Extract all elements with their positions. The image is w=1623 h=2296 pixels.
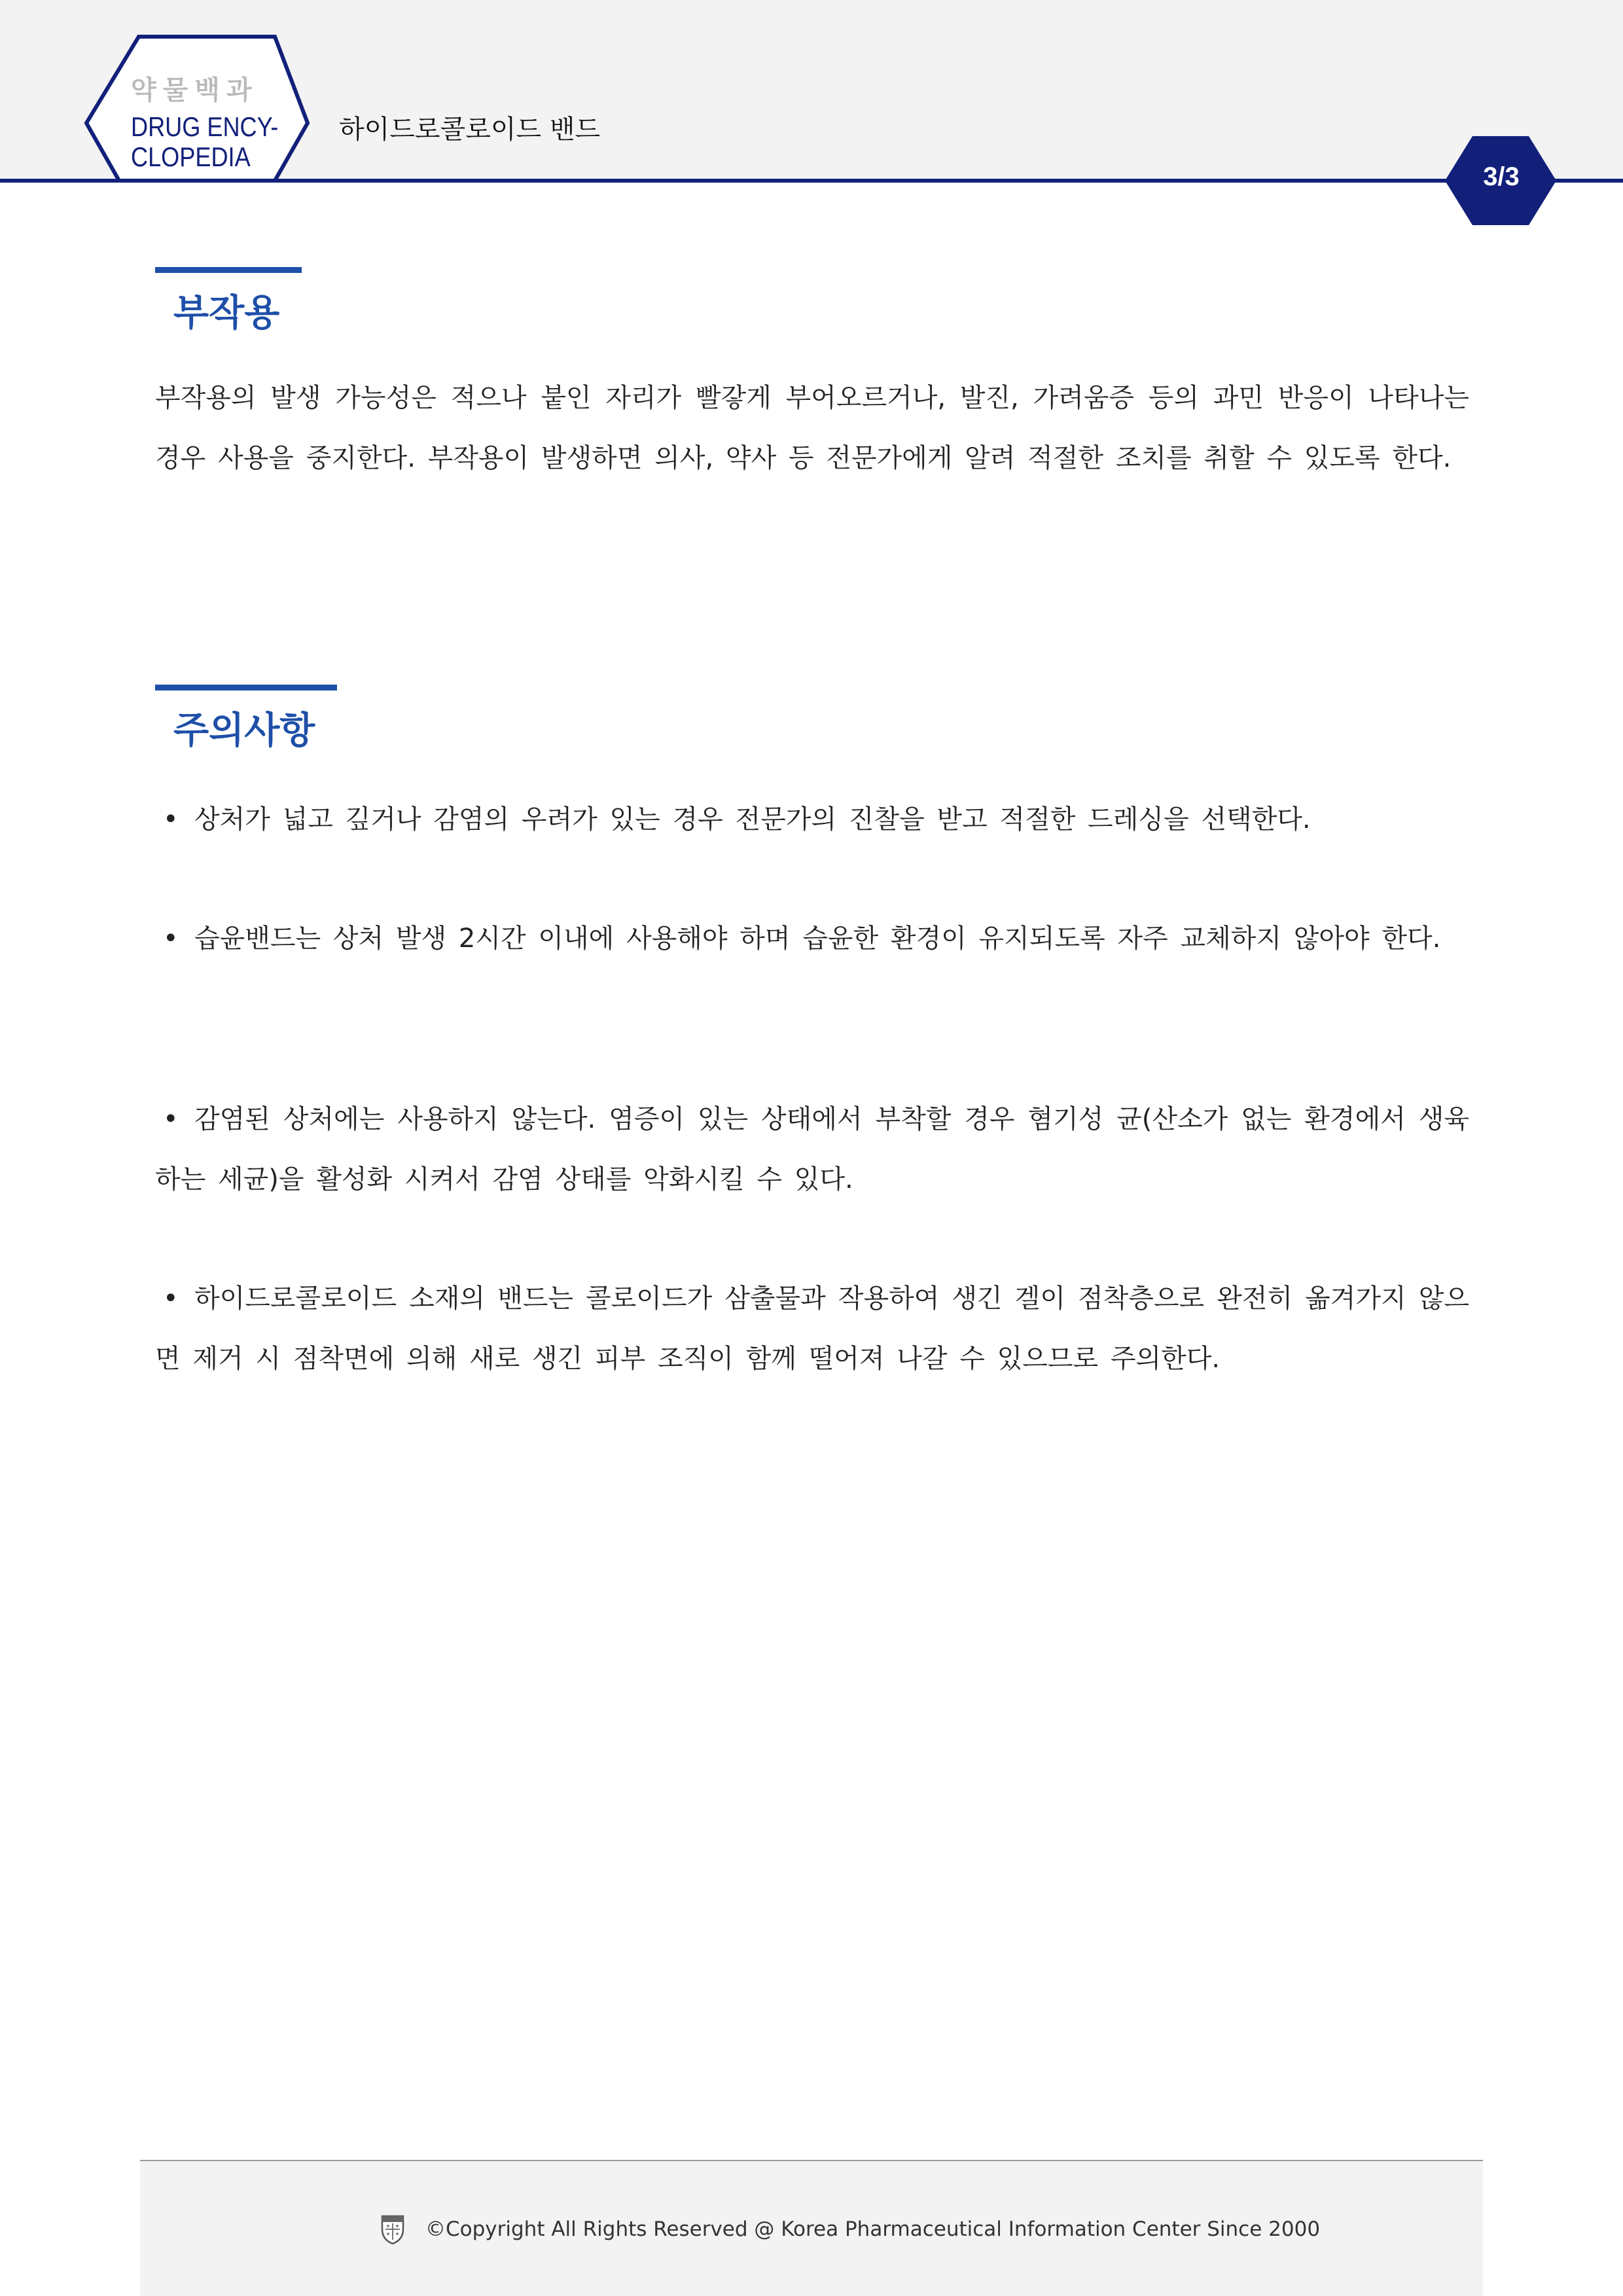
- precautions-heading: 주의사항: [173, 709, 315, 752]
- precaution-item: [155, 908, 1469, 969]
- bullet-icon: •: [163, 804, 179, 834]
- bullet-icon: •: [163, 1283, 179, 1314]
- precaution-item-text: 습윤밴드는 상처 발생 2시간 이내에 사용해야 하며 습윤한 환경이 유지되도록 자주 교체하지 않아야 한다.: [194, 924, 1441, 954]
- precaution-item-text: 감염된 상처에는 사용하지 않는다. 염증이 있는 상태에서 부착할 경우 혐기성 균(산소가 없는 환경에서 생육하는 세균)을 활성화 시켜서 감염 상태를 악화시킬 수 있다.: [155, 1104, 1469, 1194]
- precaution-item: [155, 1089, 1469, 1210]
- bullet-icon: •: [163, 924, 179, 954]
- logo-english-line1: DRUG ENCY-: [131, 111, 279, 142]
- precaution-item: [155, 1268, 1469, 1389]
- side-effects-paragraph: 부작용의 발생 가능성은 적으나 붙인 자리가 빨갛게 부어오르거나, 발진, 가려움증 등의 과민 반응이 나타나는 경우 사용을 중지한다. 부작용이 발생하면 의사, 약사 등 전문가에게 알려 적절한 조치를 취할 수 있도록 한다.: [155, 383, 1469, 473]
- precaution-item: [155, 789, 1469, 850]
- precaution-item-text: 상처가 넓고 깊거나 감염의 우려가 있는 경우 전문가의 진찰을 받고 적절한 드레싱을 선택한다.: [194, 804, 1311, 834]
- precautions-heading-rule: [155, 685, 337, 691]
- footer: [380, 2211, 1320, 2248]
- page-indicator: 3/3: [1483, 162, 1520, 191]
- precaution-item-text: 하이드로콜로이드 소재의 밴드는 콜로이드가 삼출물과 작용하여 생긴 겔이 점착층으로 완전히 옮겨가지 않으면 제거 시 점착면에 의해 새로 생긴 피부 조직이 함께 떨어져 나갈 수 있으므로 주의한다.: [155, 1283, 1469, 1374]
- logo-english-line2: CLOPEDIA: [131, 141, 251, 172]
- footer-copyright: ©Copyright All Rights Reserved @ Korea Pharmaceutical Information Center Since 2000: [425, 2217, 1321, 2241]
- bullet-icon: •: [163, 1104, 179, 1134]
- side-effects-heading-rule: [155, 267, 302, 273]
- document-title: 하이드로콜로이드 밴드: [339, 115, 601, 145]
- side-effects-heading: 부작용: [173, 292, 280, 334]
- shield-emblem-icon: [380, 2214, 406, 2245]
- logo-korean-text: 약물백과: [131, 75, 259, 105]
